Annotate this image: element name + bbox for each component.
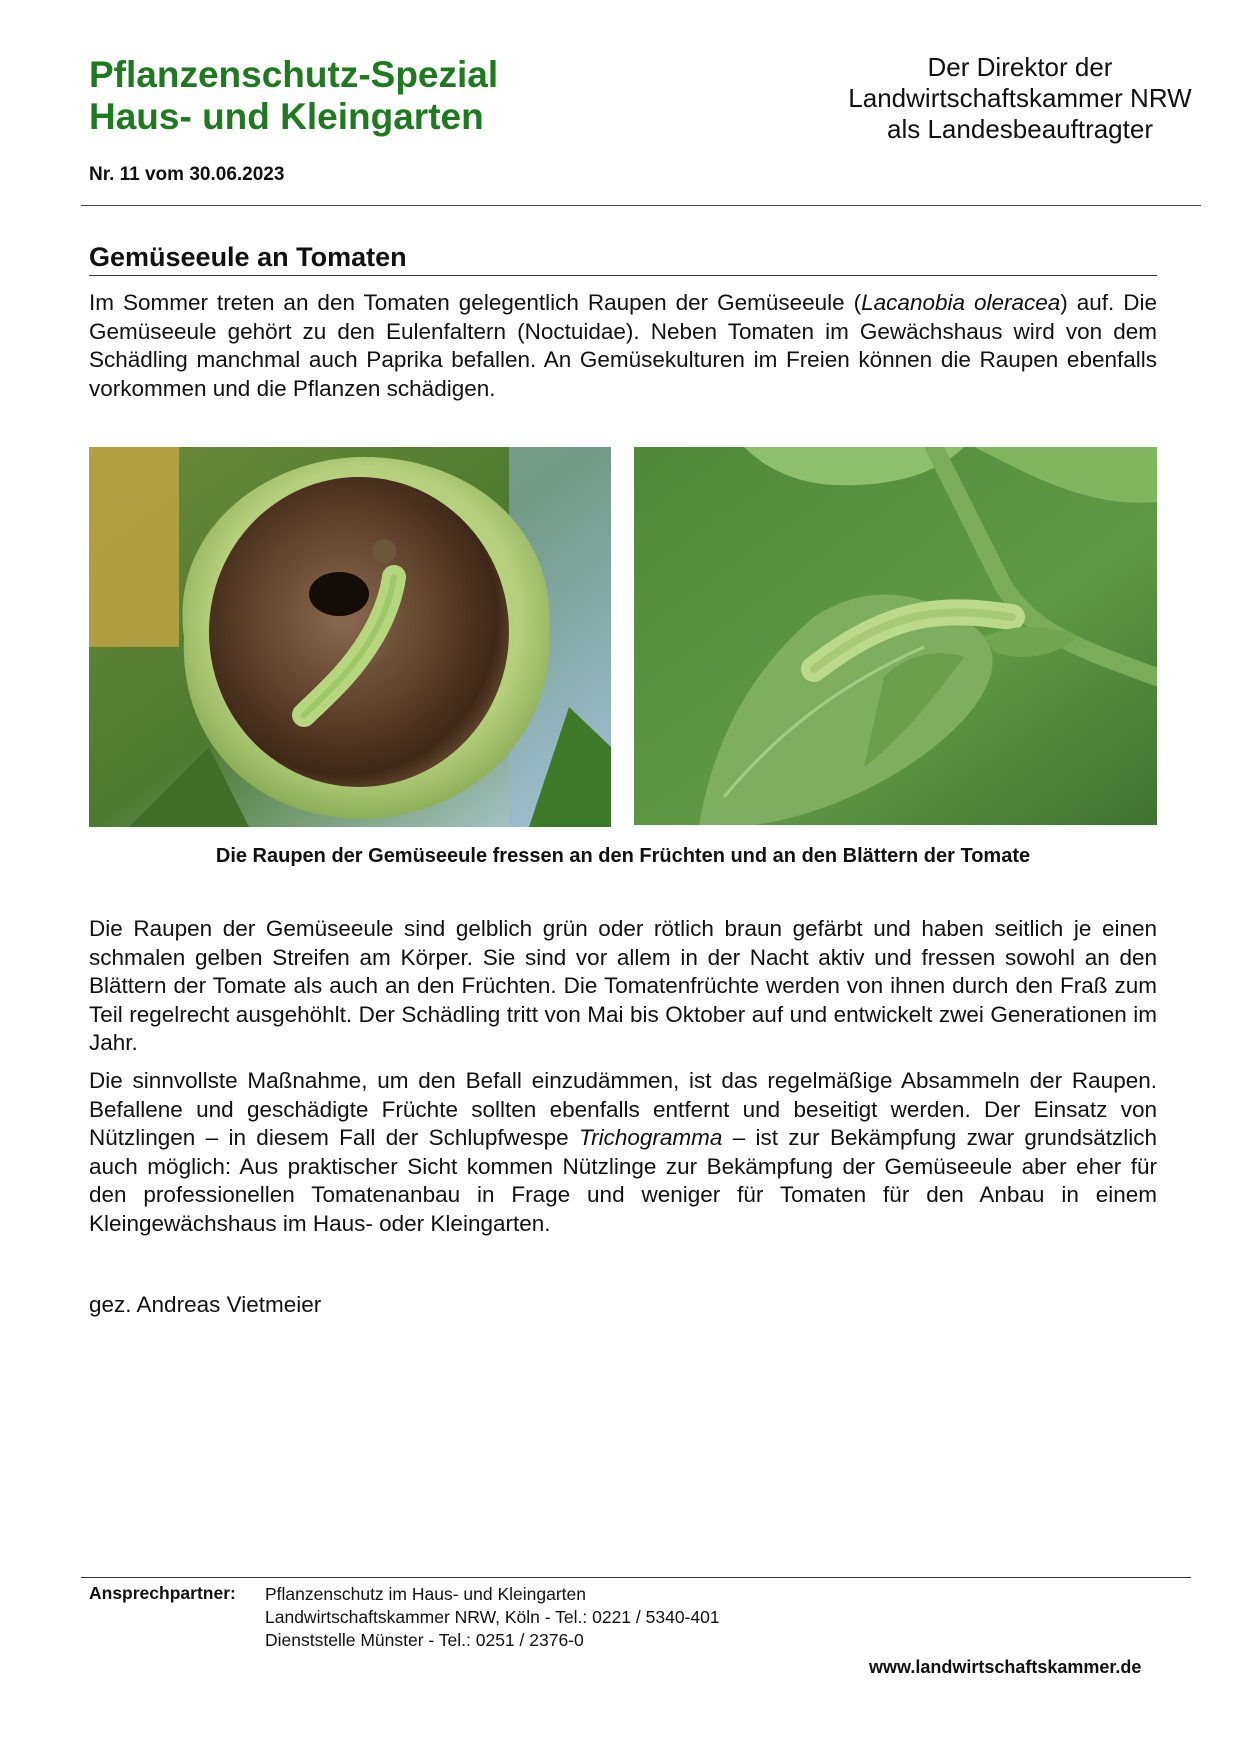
issuer-line1: Der Direktor der [927,52,1113,82]
measures-paragraph [89,1067,1157,1238]
contact-line3: Dienststelle Münster - Tel.: 0251 / 2376-0 [265,1630,584,1650]
photo-caption: Die Raupen der Gemüseeule fressen an den Früchten und an den Blättern der Tomate [215,845,1031,867]
website-link[interactable]: www.landwirtschaftskammer.de [869,1657,1142,1677]
photo-caterpillar-on-leaf [634,447,1157,825]
issuer-line3: als Landesbeauftragter [887,114,1153,144]
issue-number: Nr. 11 vom 30.06.2023 [89,164,285,185]
intro-paragraph [89,289,1157,403]
heading-underline [89,275,1157,276]
species-name: Lacanobia oleracea [861,290,1061,315]
header-divider [81,205,1201,206]
publication-title-line1: Pflanzenschutz-Spezial [89,54,499,95]
beneficial-species-name: Trichogramma [579,1125,723,1150]
article-heading: Gemüseeule an Tomaten [89,242,407,272]
issuer-line2: Landwirtschaftskammer NRW [848,83,1192,113]
measures-text-start: Die sinnvollste Maßnahme, um den Befall einzudämmen, ist das regelmäßige Absammeln der Raupen. Befallene und geschädigte Früchte sollten ebenfalls entfernt und beseitigt werden. Der Einsatz von Nützlingen – in diesem Fall der Schlupfwespe [89,1068,1157,1150]
intro-text-end: ) auf. Die Gemüseeule gehört zu den Eulenfaltern (Noctuidae). Neben Tomaten im Gewächshaus wird von dem Schädling manchmal auch Paprika befallen. An Gemüsekulturen im Freien können die Raupen ebenfalls vorkommen und die Pflanzen schädigen. [89,290,1157,401]
leaf-illustration [634,447,1157,825]
contact-line1: Pflanzenschutz im Haus- und Kleingarten [265,1584,587,1604]
contact-label: Ansprechpartner: [89,1583,236,1603]
signature: gez. Andreas Vietmeier [89,1292,322,1317]
tomato-illustration [89,447,611,827]
measures-text-end: – ist zur Bekämpfung zwar grundsätzlich auch möglich: Aus praktischer Sicht kommen Nützlinge zur Bekämpfung der Gemüseeule aber eher für den professionellen Tomatenanbau in Frage und weniger für Tomaten für den Anbau in einem Kleingewächshaus im Haus- oder Kleingarten. [89,1125,1157,1236]
contact-line2: Landwirtschaftskammer NRW, Köln - Tel.: 0221 / 5340-401 [265,1607,720,1627]
publication-title-line2: Haus- und Kleingarten [89,96,484,137]
footer-divider [81,1577,1191,1578]
description-paragraph: Die Raupen der Gemüseeule sind gelblich grün oder rötlich braun gefärbt und haben seitlich je einen schmalen gelben Streifen am Körper. Sie sind vor allem in der Nacht aktiv und fressen sowohl an den Blättern der Tomate als auch an den Früchten. Die Tomatenfrüchte werden von ihnen durch den Fraß zum Teil regelrecht ausgehöhlt. Der Schädling tritt von Mai bis Oktober auf und entwickelt zwei Generationen im Jahr. [89,916,1157,1055]
photo-caterpillar-on-tomato [89,447,611,827]
intro-text-start: Im Sommer treten an den Tomaten gelegentlich Raupen der Gemüseeule ( [89,290,862,315]
